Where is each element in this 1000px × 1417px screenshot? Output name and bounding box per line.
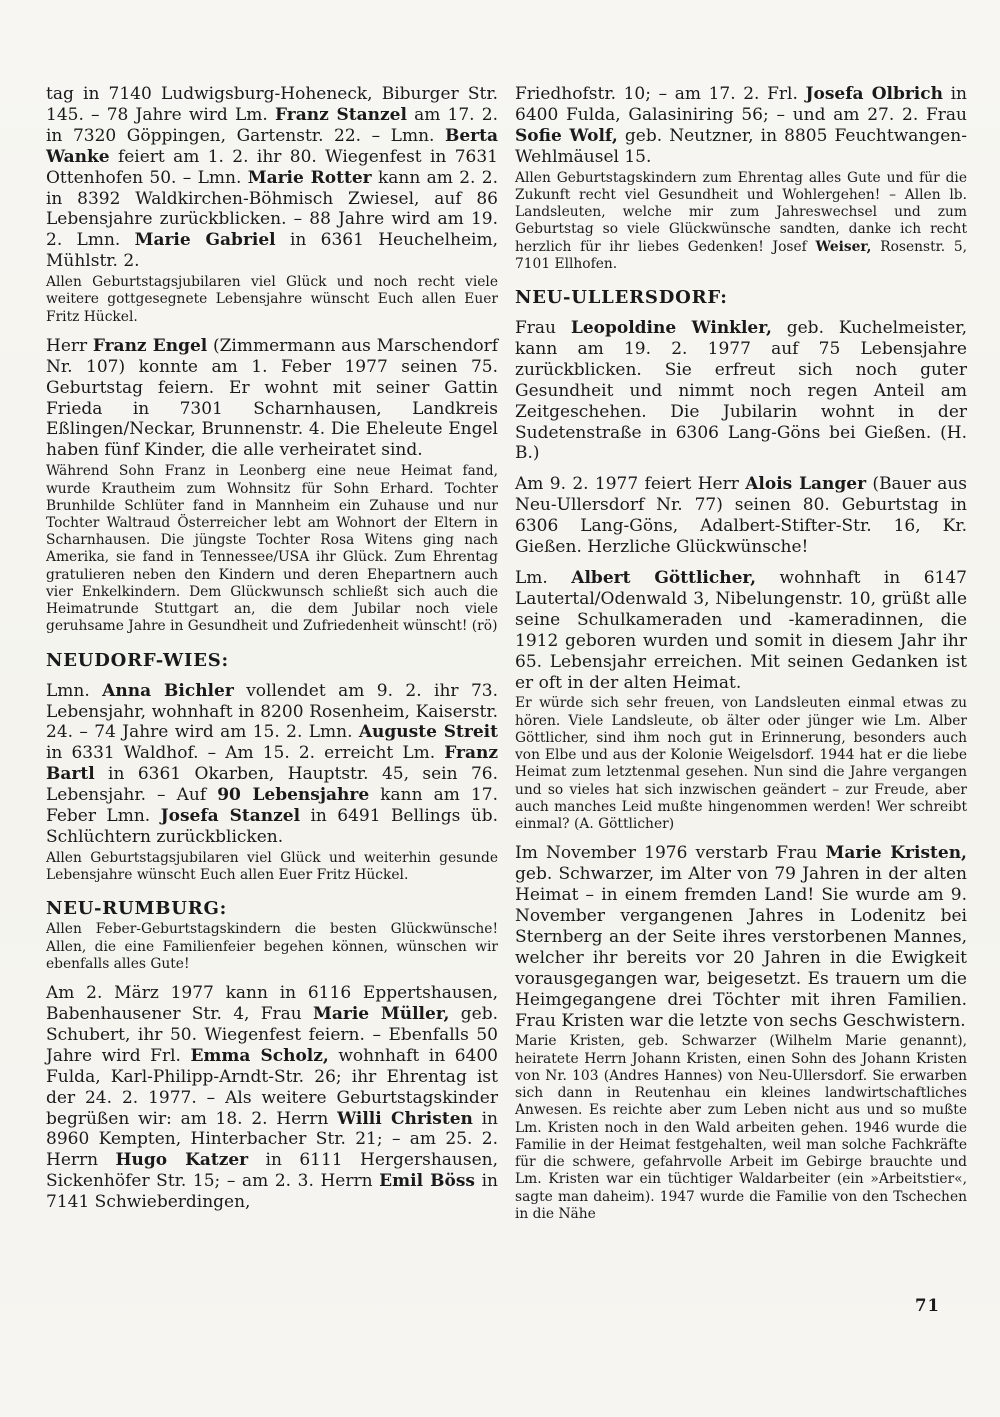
text-run: geb. Schwarzer, im Alter von 79 Jahren in der alten Heimat – in einem fremden Land! Sie wurde am 9. November vergangenen Jahres in Lodenitz bei Sternberg an der Seite ihres verstorbenen Mannes, welcher ihr bereits vor 20 Jahren in die Ewigkeit vorausgegangen war, beigesetzt. Es trauern um die Heimgegangene drei Töchter mit ihren Familien. Frau Kristen war die letzte von sechs Geschwistern. — [515, 864, 967, 1031]
left-column — [46, 84, 498, 1223]
bold-text-run: NEUDORF-WIES: — [46, 649, 229, 671]
bold-text-run: 90 Lebensjahre — [217, 785, 370, 806]
text-run: in 8960 Kempten, Hinterbacher Str. 21; – am 25. 2. Herrn — [46, 1108, 498, 1171]
paragraph — [46, 983, 498, 1213]
note-paragraph — [515, 1033, 967, 1223]
bold-text-run: Auguste Streit — [358, 722, 498, 743]
bold-text-run: Emil Böss — [379, 1171, 475, 1192]
bold-text-run: Sofie Wolf, — [515, 125, 618, 146]
paragraph — [46, 336, 498, 461]
paragraph — [515, 84, 967, 168]
bold-text-run: Willi Christen — [337, 1108, 473, 1129]
bold-text-run: Franz Stanzel — [275, 104, 407, 125]
text-run: Allen Feber-Geburtstagskindern die besten Glückwünsche! Allen, die eine Familienfeier begehen können, wünschen wir ebenfalls alles Gute! — [46, 921, 498, 972]
bold-text-run: Marie Rotter — [247, 167, 372, 188]
text-run: kann am 2. 2. in 8392 Waldkirchen-Böhmisch Zwiesel, auf 86 Lebensjahre zurückblicken. – 88 Jahre wird am 19. 2. Lmn. — [46, 167, 498, 251]
text-run: in 6400 Fulda, Galasiniring 56; – und am 27. 2. Frau — [515, 84, 967, 125]
note-paragraph — [46, 850, 498, 884]
bold-text-run: Emma Scholz, — [190, 1045, 329, 1066]
text-run: geb. Neutzner, in 8805 Feuchtwangen-Wehlmäusel 15. — [515, 125, 967, 167]
section-heading — [515, 287, 967, 308]
page-number: 71 — [915, 1296, 940, 1315]
text-run: in 6361 Heuchelheim, Mühlstr. 2. — [46, 230, 499, 272]
bold-text-run: Berta Wanke — [46, 125, 498, 167]
text-run: Allen Geburtstagsjubilaren viel Glück und noch recht viele weitere gottgesegnete Lebensjahre wünscht Euch allen Euer Fritz Hückel. — [46, 274, 498, 325]
paragraph — [515, 474, 967, 558]
text-run: Im November 1976 verstarb Frau — [515, 843, 826, 864]
text-run: Er würde sich sehr freuen, von Landsleuten einmal etwas zu hören. Viele Landsleute, ob älter oder jünger wie Lm. Alber Göttlicher, sind ihm noch gut in Erinnerung, besonders auch von Elbe und aus der Kolonie Weigelsdorf. 1944 hat er die liebe Heimat zum letztenmal gesehen. Nun sind die Jahre vergangen und so vieles hat sich inzwischen geändert – zur Freude, aber auch manches Leid mußte hingenommen werden! Wer schreibt einmal? (A. Göttlicher) — [515, 695, 967, 833]
note-paragraph — [46, 463, 498, 635]
text-run: vollendet am 9. 2. ihr 73. Lebensjahr, wohnhaft in 8200 Rosenheim, Kaiserstr. 24. – 74 Jahre wird am 15. 2. Lmn. — [46, 680, 498, 743]
text-run: am 17. 2. in 7320 Göppingen, Gartenstr. 22. – Lmn. — [46, 104, 498, 146]
text-run: in 7141 Schwieberdingen, — [46, 1171, 498, 1213]
text-run: Allen Geburtstagsjubilaren viel Glück und weiterhin gesunde Lebensjahre wünscht Euch allen Euer Fritz Hückel. — [46, 849, 498, 884]
content-columns — [46, 84, 967, 1223]
bold-text-run: Josefa Olbrich — [805, 84, 943, 104]
bold-text-run: Anna Bichler — [102, 680, 234, 701]
bold-text-run: Franz Bartl — [46, 743, 498, 785]
section-heading — [46, 650, 498, 671]
section-heading — [46, 898, 498, 919]
bold-text-run: Leopoldine Winkler, — [570, 318, 772, 339]
text-run: tag in 7140 Ludwigsburg-Hoheneck, Biburger Str. 145. – 78 Jahre wird Lm. — [46, 84, 498, 125]
note-paragraph — [515, 170, 967, 273]
text-run: wohnhaft in 6147 Lautertal/Odenwald 3, Nibelungenstr. 10, grüßt alle seine Schulkameraden und -kameradinnen, die 1912 geboren wurden und somit in diesem Jahr ihr 65. Lebensjahr erreichen. Mit seinen Gedanken ist er oft in der alten Heimat. — [515, 568, 967, 693]
text-run: wohnhaft in 6400 Fulda, Karl-Philipp-Arndt-Str. 26; ihr Ehrentag ist der 24. 2. 1977. – Als weitere Geburtstagskinder begrüßen wir: am 18. 2. Herrn — [46, 1045, 498, 1129]
paragraph — [46, 84, 498, 272]
text-run: (Zimmermann aus Marschendorf Nr. 107) konnte am 1. Feber 1977 seinen 75. Geburtstag feiern. Er wohnt mit seiner Gattin Frieda in 7301 Scharnhausen, Landkreis Eßlingen/Neckar, Brunnenstr. 4. Die Eheleute Engel haben fünf Kinder, die alle verheiratet sind. — [46, 335, 498, 461]
text-run: in 6491 Bellings üb. Schlüchtern zurückblicken. — [46, 806, 499, 847]
bold-text-run: Josefa Stanzel — [160, 806, 301, 827]
text-run: (Bauer aus Neu-Ullersdorf Nr. 77) seinen 80. Geburtstag in 6306 Lang-Göns, Adalbert-Stifter-Str. 16, Kr. Gießen. Herzliche Glückwünsche! — [515, 474, 967, 558]
paragraph — [515, 568, 967, 693]
text-run: Am 9. 2. 1977 feiert Herr — [515, 474, 746, 495]
text-run: Allen Geburtstagskindern zum Ehrentag alles Gute und für die Zukunft recht viel Gesundheit und Wohlergehen! – Allen lb. Landsleuten, welche mir zum Jahreswechsel und zum Geburtstag so viele Glückwünsche sandten, danke ich recht herzlich für ihr liebes Gedenken! Josef — [515, 169, 967, 255]
paragraph — [515, 843, 967, 1031]
text-run: Friedhofstr. 10; – am 17. 2. Frl. — [515, 84, 806, 104]
text-run: feiert am 1. 2. ihr 80. Wiegenfest in 7631 Ottenhofen 50. – Lmn. — [46, 146, 498, 188]
right-column — [515, 84, 967, 1223]
note-paragraph — [46, 921, 498, 973]
note-paragraph — [515, 695, 967, 833]
paragraph — [46, 681, 498, 848]
bold-text-run: Marie Kristen, — [825, 843, 967, 864]
text-run: Lm. — [515, 568, 572, 588]
text-run: Am 2. März 1977 kann in 6116 Eppertshausen, Babenhausener Str. 4, Frau — [46, 983, 498, 1024]
paragraph — [515, 318, 967, 464]
text-run: in 6361 Okarben, Hauptstr. 45, sein 76. Lebensjahr. – Auf — [46, 764, 498, 806]
bold-text-run: NEU-ULLERSDORF: — [515, 287, 728, 309]
text-run: in 6331 Waldhof. – Am 15. 2. erreicht Lm. — [46, 743, 445, 764]
bold-text-run: Franz Engel — [92, 335, 208, 356]
bold-text-run: Weiser, — [815, 238, 872, 255]
text-run: geb. Kuchelmeister, kann am 19. 2. 1977 auf 75 Lebensjahre zurückblicken. Sie erfreut sich noch guter Gesundheit und nimmt noch regen Anteil am Zeitgeschehen. Die Jubilarin wohnt in der Sudetenstraße in 6306 Lang-Göns bei Gießen. (H. B.) — [515, 318, 967, 464]
text-run: Rosenstr. 5, 7101 Ellhofen. — [515, 238, 967, 272]
bold-text-run: Alois Langer — [745, 474, 867, 495]
text-run: Herr — [46, 335, 93, 356]
text-run: in 6111 Hergershausen, Sickenhöfer Str. 15; – am 2. 3. Herrn — [46, 1150, 498, 1192]
bold-text-run: Albert Göttlicher, — [571, 568, 757, 588]
bold-text-run: Marie Gabriel — [134, 230, 276, 251]
text-run: Während Sohn Franz in Leonberg eine neue Heimat fand, wurde Krautheim zum Wohnsitz für Sohn Erhard. Tochter Brunhilde Schlüter fand in Mannheim ein Zuhause und nur Tochter Waltraud Österreicher lebt am Wohnort der Eltern in Scharnhausen. Die jüngste Tochter Rosa Witens ging nach Amerika, sie fand in Tennessee/USA ihr Glück. Zum Ehrentag gratulieren neben den Kindern und deren Ehepartnern auch vier Enkelkindern. Dem Glückwunsch schließt sich auch die Heimatrunde Stuttgart an, die dem Jubilar noch viele geruhsame Jahre in Gesundheit und Zufriedenheit wünscht! (rö) — [46, 463, 498, 635]
bold-text-run: Hugo Katzer — [115, 1150, 249, 1171]
text-run: Marie Kristen, geb. Schwarzer (Wilhelm Marie genannt), heiratete Herrn Johann Kristen, einen Sohn des Johann Kristen von Nr. 103 (Andres Hannes) von Neu-Ullersdorf. Sie erwarben sich dann in Reutenhau ein kleines landwirtschaftliches Anwesen. Es reichte aber zum Leben nicht aus und so mußte Lm. Kristen noch in den Wald arbeiten gehen. 1946 wurde die Familie in der Heimat festgehalten, weil man solche Fachkräfte für die schwere, gefahrvolle Arbeit im Gebirge brauchte und Lm. Kristen war ein tüchtiger Waldarbeiter (ein »Arbeitstier«, sagte man daheim). 1947 wurde die Familie von den Tschechen in die Nähe — [515, 1033, 967, 1222]
note-paragraph — [46, 274, 498, 326]
bold-text-run: NEU-RUMBURG: — [46, 898, 228, 920]
bold-text-run: Marie Müller, — [313, 1003, 450, 1024]
text-run: geb. Schubert, ihr 50. Wiegenfest feiern. – Ebenfalls 50 Jahre wird Frl. — [46, 1003, 498, 1066]
text-run: kann am 17. Feber Lmn. — [46, 785, 499, 827]
text-run: Lmn. — [46, 680, 103, 701]
text-run: Frau — [515, 318, 571, 339]
